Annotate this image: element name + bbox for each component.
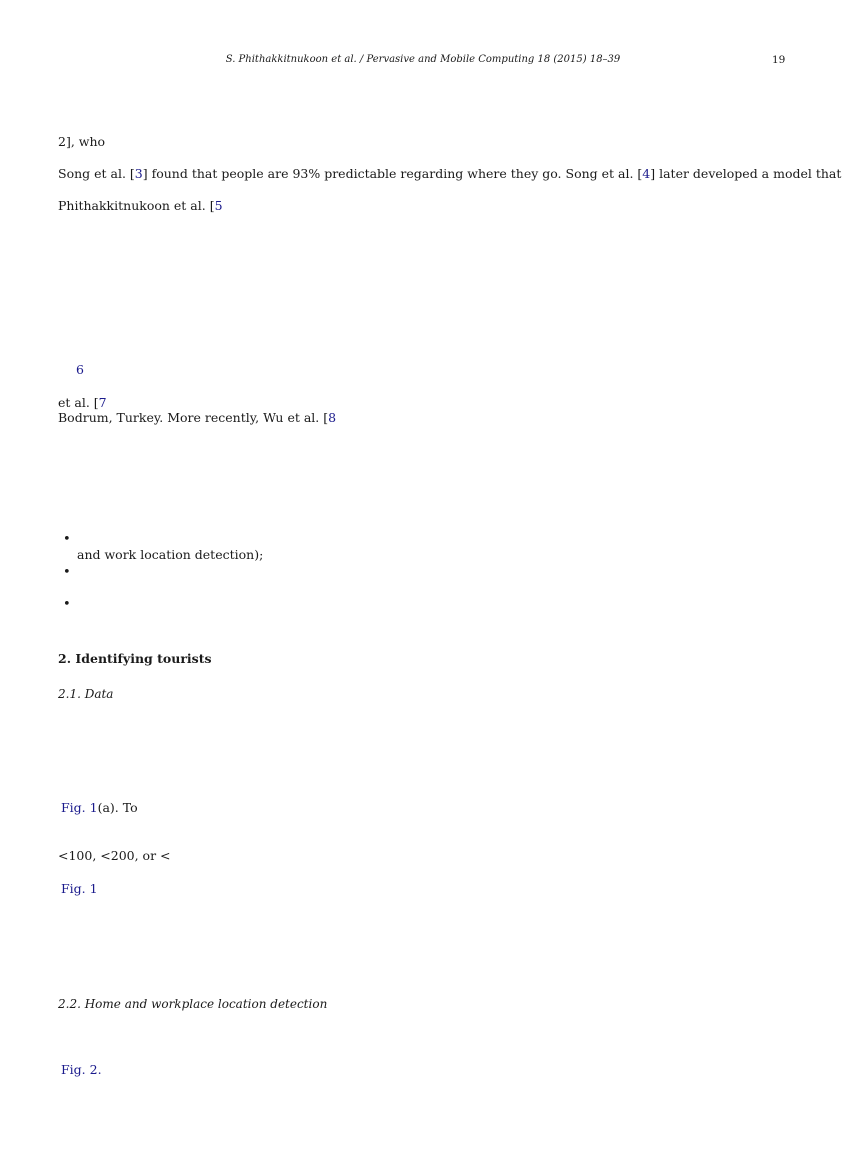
citation-link[interactable]: 3 xyxy=(134,166,143,181)
subsection-title: 2.1. Data xyxy=(58,687,114,701)
body-line-5: et al. [7 xyxy=(58,395,107,410)
subsection-title: 2.2. Home and workplace location detection xyxy=(58,997,328,1011)
citation-link[interactable]: 2 xyxy=(58,134,66,149)
bullet-marker: • xyxy=(63,532,71,547)
page-number: 19 xyxy=(772,54,786,66)
figure-link[interactable]: Fig. 2. xyxy=(61,1062,102,1077)
citation-link[interactable]: 4 xyxy=(642,166,651,181)
body-line-6: Bodrum, Turkey. More recently, Wu et al. [8 xyxy=(58,410,337,425)
body-line-1: 2], who xyxy=(58,134,106,149)
citation-link[interactable]: 5 xyxy=(214,198,223,213)
figure-link[interactable]: Fig. 1 xyxy=(61,881,98,896)
bullet-marker: • xyxy=(63,597,71,612)
citation-link[interactable]: 6 xyxy=(76,362,84,377)
running-head: S. Phithakkitnukoon et al. / Pervasive and Mobile Computing 18 (2015) 18–39 xyxy=(225,54,621,65)
citation-link[interactable]: 7 xyxy=(98,395,107,410)
body-line-3: Phithakkitnukoon et al. [5 xyxy=(58,198,223,213)
threshold-text: <100, <200, or < xyxy=(58,848,171,863)
figure-ref-line: Fig. 1(a). To xyxy=(61,800,138,815)
section-title: 2. Identifying tourists xyxy=(58,651,212,666)
citation-link[interactable]: 8 xyxy=(328,410,337,425)
bullet-marker: • xyxy=(63,565,71,580)
figure-link[interactable]: Fig. 1 xyxy=(61,800,98,815)
body-line-4 xyxy=(76,362,84,377)
body-line-2: Song et al. [3] found that people are 93% predictable regarding where they go. Song et al. [4] later developed a model that xyxy=(58,166,842,181)
bullet-text: and work location detection); xyxy=(77,547,264,562)
